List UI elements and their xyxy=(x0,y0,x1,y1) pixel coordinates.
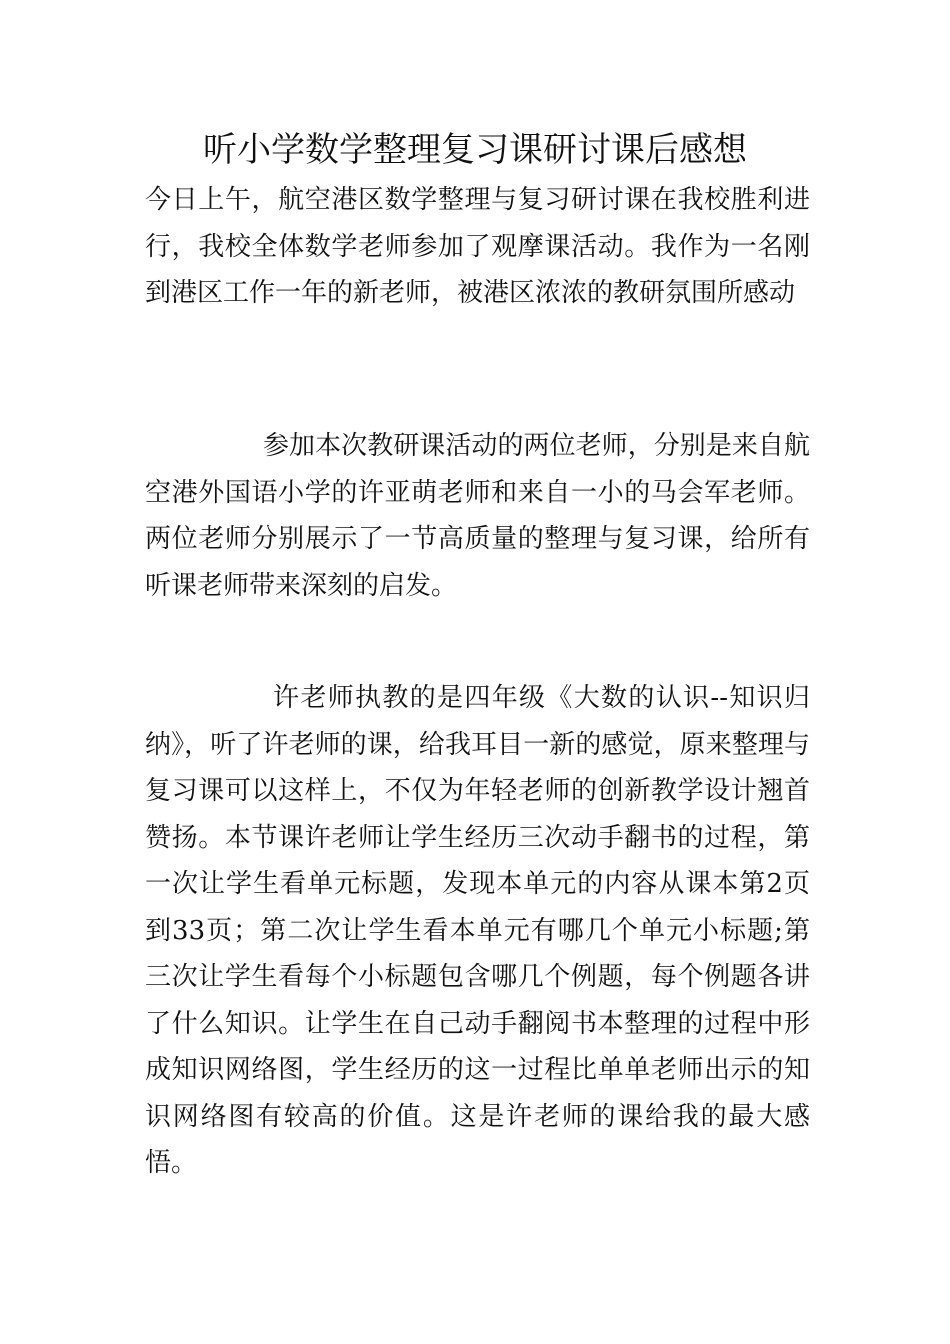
paragraph-1: 今日上午，航空港区数学整理与复习研讨课在我校胜利进行，我校全体数学老师参加了观摩课活动。我作为一名刚到港区工作一年的新老师，被港区浓浓的教研氛围所感动 xyxy=(145,185,810,308)
paragraph-3: 许老师执教的是四年级《大数的认识--知识归纳》，听了许老师的课，给我耳目一新的感觉，原来整理与复习课可以这样上，不仅为年轻老师的创新教学设计翘首赞扬。本节课许老师让学生经历三次动手翻书的过程，第一次让学生看单元标题，发现本单元的内容从课本第2页到33页；第二次让学生看本单元有哪几个单元小标题;第三次让学生看每个小标题包含哪几个例题，每个例题各讲了什么知识。让学生在自己动手翻阅书本整理的过程中形成知识网络图，学生经历的这一过程比单单老师出示的知识网络图有较高的价值。这是许老师的课给我的最大感悟。 xyxy=(145,683,810,1178)
document-title: 听小学数学整理复习课研讨课后感想 xyxy=(203,130,747,170)
paragraph-2: 参加本次教研课活动的两位老师，分别是来自航空港外国语小学的许亚萌老师和来自一小的马会军老师。两位老师分别展示了一节高质量的整理与复习课，给所有听课老师带来深刻的启发。 xyxy=(145,431,810,601)
